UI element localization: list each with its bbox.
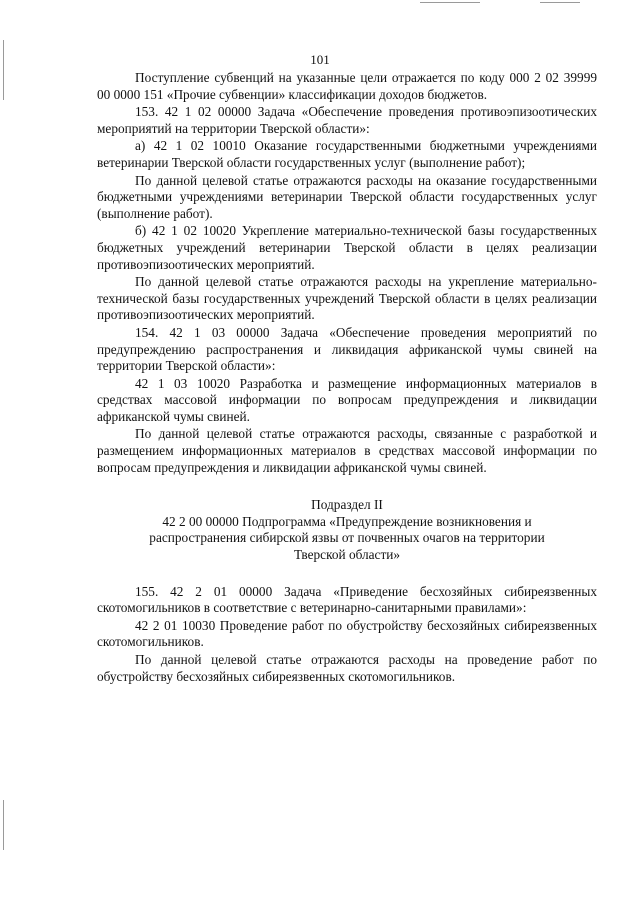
- paragraph: а) 42 1 02 10010 Оказание государственными бюджетными учреждениями ветеринарии Тверской области государственных услуг (выполнение работ);: [97, 138, 597, 170]
- scan-top-mark: [420, 2, 480, 3]
- scan-edge-mark: [3, 40, 4, 100]
- paragraph: б) 42 1 02 10020 Укрепление материально-технической базы государственных бюджетных учреждений ветеринарии Тверской области в целях реализации противоэпизоотических мероприятий.: [97, 223, 597, 272]
- paragraph: По данной целевой статье отражаются расходы, связанные с разработкой и размещением информационных материалов в средствах массовой информации по вопросам предупреждения и ликвидации африканской чумы свиней.: [97, 426, 597, 475]
- paragraph: 153. 42 1 02 00000 Задача «Обеспечение проведения противоэпизоотических мероприятий на территории Тверской области»:: [97, 104, 597, 136]
- scan-top-mark: [540, 2, 580, 3]
- paragraph: 42 2 01 10030 Проведение работ по обустройству бесхозяйных сибиреязвенных скотомогильников.: [97, 617, 597, 650]
- paragraph: По данной целевой статье отражаются расходы на проведение работ по обустройству бесхозяйных сибиреязвенных скотомогильников.: [97, 652, 597, 684]
- paragraph: По данной целевой статье отражаются расходы на оказание государственными бюджетными учреждениями ветеринарии Тверской области государственных услуг (выполнение работ).: [97, 172, 597, 221]
- paragraph: По данной целевой статье отражаются расходы на укрепление материально-технической базы государственных учреждений Тверской области в целях реализации противоэпизоотических мероприятий.: [97, 274, 597, 323]
- paragraph: 154. 42 1 03 00000 Задача «Обеспечение проведения мероприятий по предупреждению распространения и ликвидация африканской чумы свиней на территории Тверской области»:: [97, 324, 597, 374]
- subsection-heading: [97, 497, 597, 563]
- page-number: 101: [310, 52, 330, 67]
- scan-edge-mark: [3, 800, 4, 850]
- paragraph: 42 1 03 10020 Разработка и размещение информационных материалов в средствах массовой информации по вопросам предупреждения и ликвидации африканской чумы свиней.: [97, 375, 597, 424]
- subprogram-line: 42 2 00 00000 Подпрограмма «Предупреждение возникновения и: [162, 513, 532, 529]
- subprogram-line: распространения сибирской язвы от почвенных очагов на территории: [149, 530, 545, 546]
- document-body: [97, 70, 597, 686]
- paragraph: Поступление субвенций на указанные цели отражается по коду 000 2 02 39999 00 0000 151 «Прочие субвенции» классификации доходов бюджетов.: [97, 70, 597, 102]
- subsection-title: Подраздел II: [311, 497, 383, 513]
- paragraph: 155. 42 2 01 00000 Задача «Приведение бесхозяйных сибиреязвенных скотомогильников в соответствие с ветеринарно-санитарными правилами»:: [97, 583, 597, 616]
- subprogram-line: Тверской области»: [293, 547, 401, 563]
